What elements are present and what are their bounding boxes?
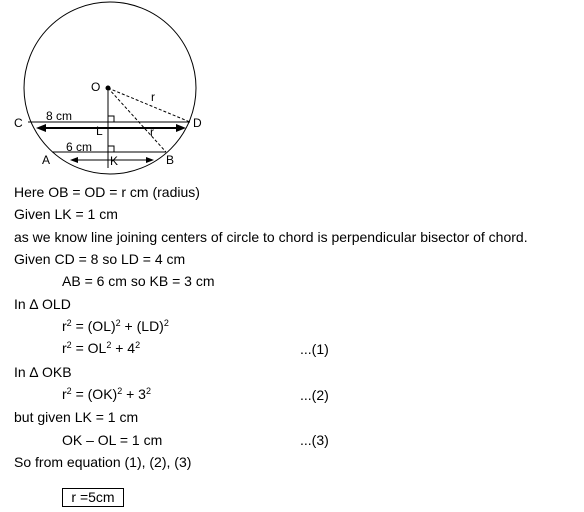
equation-1: $r^2 = (OL)^2 + (LD)^2$ (62, 318, 169, 334)
equation-tag-3: ...(3) (300, 432, 329, 448)
text-line-9: So from equation (1), (2), (3) (14, 454, 192, 470)
arrowhead-left (36, 124, 46, 132)
right-angle-k (108, 146, 114, 152)
label-r-lower: r (150, 125, 154, 139)
equation-3: $r^2 = (OK)^2 + 3^2$ (62, 386, 151, 402)
text-line-2: Given LK = 1 cm (14, 206, 118, 222)
equation-tag-2: ...(2) (300, 387, 329, 403)
equation-2: $r^2 = OL^2 + 4^2$ (62, 340, 141, 356)
equation-tag-1: ...(1) (300, 341, 329, 357)
arrowhead-left-ab (70, 157, 78, 163)
label-l: L (96, 124, 103, 138)
label-r-upper: r (151, 90, 155, 104)
text-line-8: but given LK = 1 cm (14, 409, 139, 425)
label-6cm: 6 cm (66, 140, 93, 154)
text-line-1: Here OB = OD = r cm (radius) (14, 184, 200, 200)
label-8cm: 8 cm (46, 109, 73, 123)
label-d: D (193, 116, 202, 130)
radius-od (108, 88, 190, 122)
equation-4: OK – OL = 1 cm (62, 432, 163, 448)
text-line-7: In ∆ OKB (14, 364, 72, 380)
label-k: K (110, 154, 119, 168)
label-b: B (166, 153, 175, 167)
label-o: O (91, 80, 101, 94)
label-c: C (14, 116, 23, 130)
circle-diagram (0, 0, 584, 180)
radius-ob (108, 88, 166, 152)
text-line-5: AB = 6 cm so KB = 3 cm (62, 273, 215, 289)
text-line-4: Given CD = 8 so LD = 4 cm (14, 251, 186, 267)
triangle-icon: ∆ (29, 296, 39, 312)
label-a: A (42, 153, 51, 167)
answer-box: r =5cm (62, 488, 124, 507)
right-angle-l (108, 116, 114, 122)
text-line-6: In ∆ OLD (14, 296, 71, 312)
triangle-icon: ∆ (29, 364, 39, 380)
text-line-3: as we know line joining centers of circle to chord is perpendicular bisector of chord. (14, 229, 528, 245)
